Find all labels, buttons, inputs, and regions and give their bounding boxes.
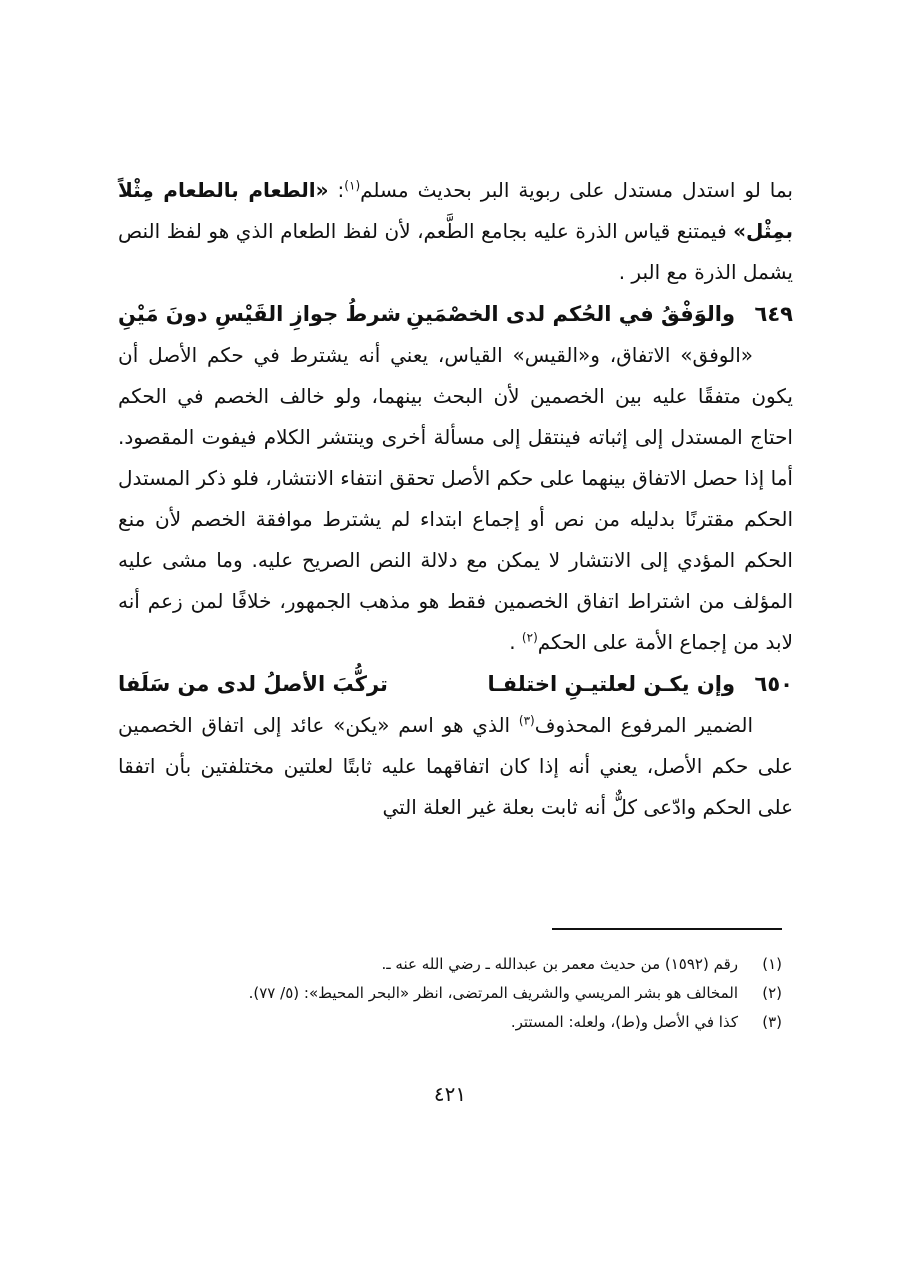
verse-number: ٦٥٠	[754, 672, 793, 696]
paragraph-1	[118, 170, 793, 293]
footnote-1	[107, 950, 782, 979]
footnote-text: رقم (١٥٩٢) من حديث معمر بن عبدالله ـ رضي الله عنه ـ.	[381, 955, 738, 973]
period: .	[509, 630, 522, 654]
footnote-ref-2[interactable]: (٢)	[521, 630, 538, 645]
verse-hemistich-1: وإن يكـن لعلتيـنِ اختلفـا	[487, 672, 735, 696]
verse-650	[118, 663, 793, 705]
verse-649	[118, 293, 793, 335]
footnote-ref-1[interactable]: (١)	[344, 178, 361, 193]
footnote-separator	[552, 928, 782, 930]
paragraph-3-text: الضمير المرفوع المحذوف	[534, 713, 753, 737]
paragraph-1-text: بما لو استدل مستدل على ربوية البر بحديث مسلم	[360, 178, 793, 202]
verse-number: ٦٤٩	[754, 302, 793, 326]
paragraph-1-rest: فيمتنع قياس الذرة عليه بجامع الطَّعم، لأن لفظ الطعام الذي هو لفظ النص يشمل الذرة مع البر .	[118, 219, 793, 284]
paragraph-3-rest: الذي هو اسم «يكن» عائد إلى اتفاق الخصمين على حكم الأصل، يعني أنه إذا كان اتفاقهما عليه ثابتًا لعلتين مختلفتين بأن اتفقا على الحكم وادّعى كلٌّ أنه ثابت بعلة غير العلة التي	[118, 713, 793, 819]
footnote-2	[107, 979, 782, 1008]
verse-hemistich-2: تركُّبَ الأصلُ لدى من سَلَفا	[118, 672, 388, 696]
colon: :	[328, 178, 345, 202]
main-text	[118, 170, 793, 828]
footnote-number: (٢)	[762, 984, 782, 1002]
footnote-text: المخالف هو بشر المريسي والشريف المرتضى، انظر «البحر المحيط»: (٥/ ٧٧).	[248, 984, 738, 1002]
paragraph-2-text: «الوفق» الاتفاق، و«القيس» القياس، يعني أنه يشترط في حكم الأصل أن يكون متفقًا عليه بين الخصمين لأن البحث بينهما، ولو خالف الخصم في الحكم احتاج المستدل إلى إثباته فينتقل إلى مسألة أخرى وينتشر الكلام فيفوت المقصود. أما إذا حصل الاتفاق بينهما على حكم الأصل تحقق انتفاء الانتشار، فلو ذكر المستدل الحكم مقترنًا بدليله من نص أو إجماع ابتداء لم يشترط موافقة الخصم لأن منع الحكم المؤدي إلى الانتشار لا يمكن مع دلالة النص الصريح عليه. وما مشى عليه المؤلف من اشتراط اتفاق الخصمين فقط هو مذهب الجمهور، خلافًا لمن زعم أنه لابد من إجماع الأمة على الحكم	[118, 343, 793, 654]
footnote-ref-3[interactable]: (٣)	[518, 713, 535, 728]
paragraph-3	[118, 705, 793, 828]
page-number: ٤٢١	[433, 1082, 467, 1106]
footnote-number: (٣)	[762, 1013, 782, 1031]
verse-hemistich-1: والوَفْقُ في الحُكم لدى الخصْمَينِ	[406, 302, 735, 326]
footnotes	[107, 950, 782, 1037]
verse-hemistich-2: شرطُ جوازِ القَيْسِ دونَ مَيْنِ	[118, 302, 402, 326]
footnote-3	[107, 1008, 782, 1037]
footnote-text: كذا في الأصل و(ط)، ولعله: المستتر.	[510, 1013, 738, 1031]
footnote-number: (١)	[762, 955, 782, 973]
hadith-quote: «الطعام بالطعام مِثْلاً بمِثْل»	[118, 178, 793, 243]
paragraph-2	[118, 335, 793, 663]
